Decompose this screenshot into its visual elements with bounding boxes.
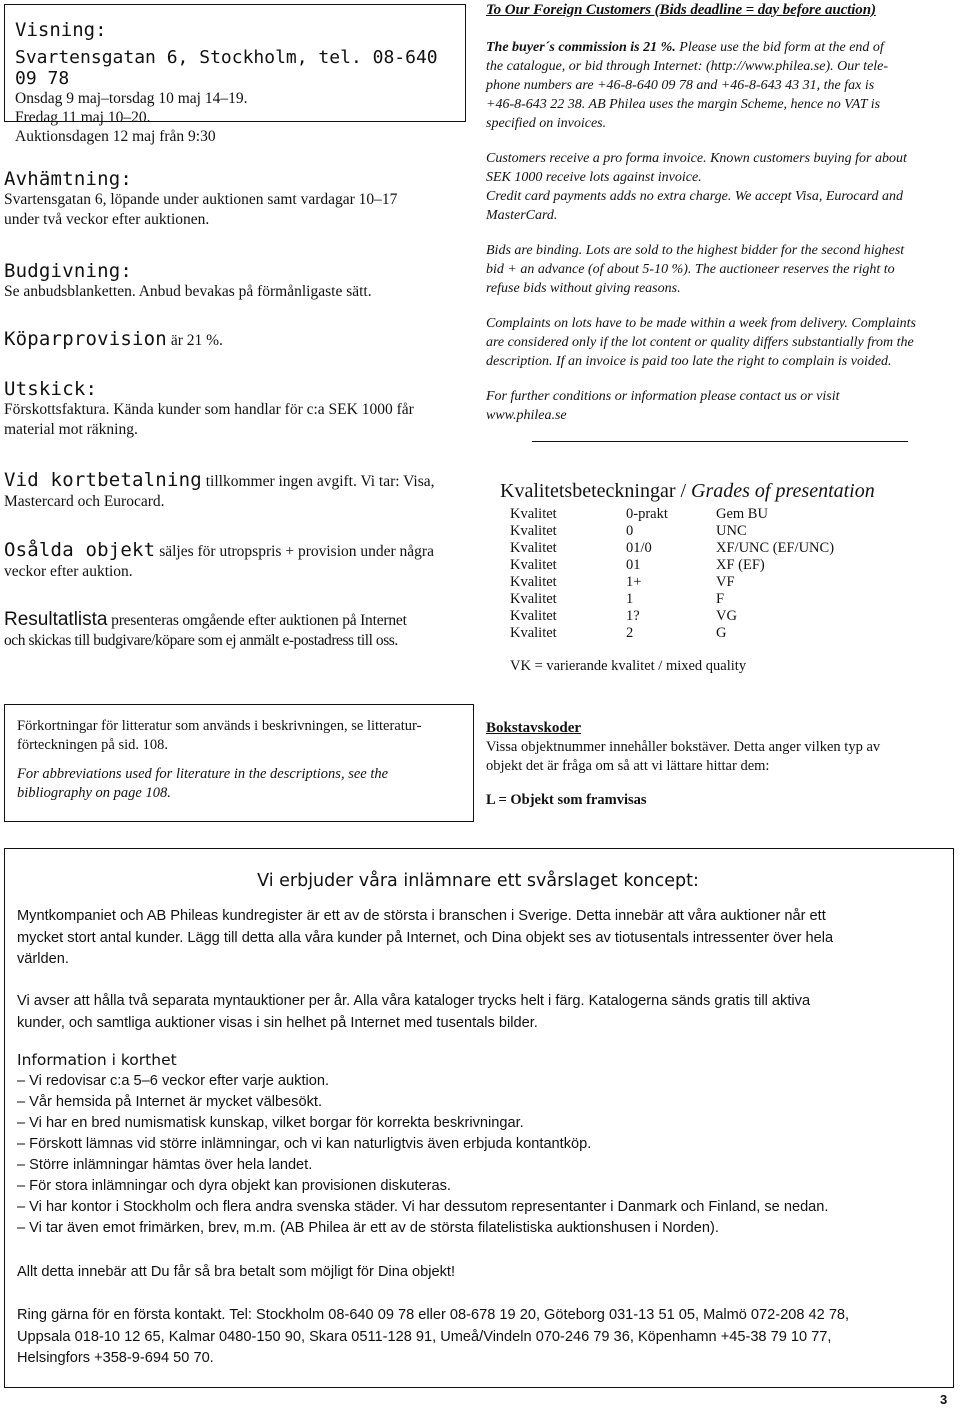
visning-title: Visning: (15, 19, 107, 41)
table-cell: G (716, 625, 727, 641)
grades-title-sw: Kvalitetsbeteckningar / (500, 480, 692, 502)
table-cell: Gem BU (716, 506, 768, 522)
foreign-p2-line: Credit card payments adds no extra charge. We accept Visa, Eurocard and (486, 189, 903, 204)
table-cell: 0-prakt (626, 506, 668, 522)
table-cell: Kvalitet (510, 574, 557, 590)
foreign-p1-line: Please use the bid form at the end of (675, 40, 884, 55)
osalda-title: Osålda objekt (4, 539, 156, 561)
table-cell: Kvalitet (510, 557, 557, 573)
table-cell: Kvalitet (510, 608, 557, 624)
bokstav-code: L = Objekt som framvisas (486, 792, 647, 808)
foreign-customers-section (486, 0, 956, 425)
table-cell: XF/UNC (EF/UNC) (716, 540, 835, 556)
offer-p1-line: världen. (17, 951, 69, 967)
table-cell: 2 (626, 625, 634, 641)
table-cell: 1 (626, 591, 634, 607)
offer-p1-line: Myntkompaniet och AB Phileas kundregister är ett av de största i branschen i Sverige. Detta innebär att våra auktioner når ett (17, 908, 826, 924)
bokstav-title: Bokstavskoder (486, 720, 582, 736)
grades-note: VK = varierande kvalitet / mixed quality (510, 658, 747, 674)
table-row (510, 608, 916, 625)
foreign-p2-line: MasterCard. (486, 208, 558, 223)
info-section (17, 1050, 947, 1239)
table-cell: UNC (716, 523, 747, 539)
foreign-p2-line: SEK 1000 receive lots against invoice. (486, 170, 702, 185)
table-cell: Kvalitet (510, 523, 557, 539)
foreign-p5-line: For further conditions or information please contact us or visit (486, 389, 840, 404)
list-item: – Vår hemsida på Internet är mycket välbesökt. (17, 1094, 322, 1110)
foreign-p2-line: Customers receive a pro forma invoice. Known customers buying for about (486, 151, 907, 166)
table-row (510, 557, 916, 574)
page-number: 3 (940, 1392, 948, 1407)
table-row (510, 591, 916, 608)
kortbetalning-text: tillkommer ingen avgift. Vi tar: Visa, (201, 473, 435, 490)
foreign-p1-line: specified on invoices. (486, 116, 607, 131)
list-item: – Vi har en bred numismatisk kunskap, vilket borgar för korrekta beskrivningar. (17, 1115, 524, 1131)
table-cell: 1+ (626, 574, 642, 590)
visning-line: Onsdag 9 maj–torsdag 10 maj 14–19. (15, 90, 248, 107)
resultatlista-text2: och skickas till budgivare/köpare som ej anmält e-postadress till oss. (4, 632, 398, 649)
visning-line: Auktionsdagen 12 maj från 9:30 (15, 128, 216, 145)
table-row (510, 574, 916, 591)
offer-p2-line: kunder, och samtliga auktioner visas i sin helhet på Internet med tusentals bilder. (17, 1014, 538, 1031)
bokstavskoder-section (486, 718, 956, 810)
divider (532, 441, 908, 442)
foreign-p4-line: Complaints on lots have to be made within a week from delivery. Complaints (486, 316, 916, 331)
kortbetalning-title: Vid kortbetalning (4, 469, 202, 491)
offer-contact-line: Uppsala 018-10 12 65, Kalmar 0480-150 90, Skara 0511-128 91, Umeå/Vindeln 070-246 79 36, Köpenhamn +45-38 79 10 77, (17, 1328, 832, 1345)
foreign-p3-line: Bids are binding. Lots are sold to the highest bidder for the second highest (486, 243, 905, 258)
budgivning-text: Se anbudsblanketten. Anbud bevakas på förmånligaste sätt. (4, 283, 372, 300)
table-cell: 01/0 (626, 540, 652, 556)
offer-box (4, 848, 954, 1388)
table-cell: Kvalitet (510, 591, 557, 607)
table-row (510, 506, 916, 523)
utskick-line: Förskottsfaktura. Kända kunder som handlar för c:a SEK 1000 får (4, 401, 414, 418)
foreign-p1-line: the catalogue, or bid through Internet: (http://www.philea.se). Our tele- (486, 59, 889, 74)
foreign-commission: The buyer´s commission is 21 %. (486, 40, 676, 55)
osalda-section (4, 539, 479, 582)
table-cell: Kvalitet (510, 506, 557, 522)
foreign-p3-line: refuse bids without giving reasons. (486, 281, 681, 296)
abbrev-sw-line: förteckningen på sid. 108. (17, 737, 169, 753)
table-cell: Kvalitet (510, 540, 557, 556)
bokstav-line: Vissa objektnummer innehåller bokstäver. Detta anger vilken typ av (486, 739, 881, 755)
table-cell: F (716, 591, 725, 607)
offer-conclusion: Allt detta innebär att Du får så bra betalt som möjligt för Dina objekt! (17, 1264, 456, 1280)
grades-title-en: Grades of presentation (691, 480, 875, 502)
budgivning-section (4, 260, 474, 302)
list-item: – För stora inlämningar och dyra objekt kan provisionen diskuteras. (17, 1178, 451, 1194)
table-row (510, 540, 916, 557)
offer-title: Vi erbjuder våra inlämnare ett svårslaget koncept: (257, 871, 699, 891)
resultatlista-title: Resultatlista (4, 609, 108, 630)
table-cell: 01 (626, 557, 641, 573)
utskick-section (4, 378, 474, 440)
foreign-heading: To Our Foreign Customers (Bids deadline = day before auction) (486, 2, 876, 18)
visning-line: Fredag 11 maj 10–20. (15, 109, 151, 126)
foreign-p1-line: +46-8-643 22 38. AB Philea uses the margin Scheme, hence no VAT is (486, 97, 881, 112)
kortbetalning-section (4, 469, 479, 512)
foreign-p1-line: phone numbers are +46-8-640 09 78 and +46-8-643 43 31, the fax is (486, 78, 875, 93)
osalda-text2: veckor efter auktion. (4, 563, 133, 580)
table-row (510, 523, 916, 540)
budgivning-title: Budgivning: (4, 260, 133, 282)
list-item: – Förskott lämnas vid större inlämningar, och vi kan naturligtvis även erbjuda kontantköp. (17, 1136, 592, 1152)
table-cell: Kvalitet (510, 625, 557, 641)
info-list (17, 1071, 947, 1239)
table-cell: 0 (626, 523, 634, 539)
resultatlista-text: presenteras omgående efter auktionen på Internet (107, 612, 407, 629)
table-cell: VG (716, 608, 737, 624)
foreign-p4-line: description. If an invoice is paid too late the right to complain is voided. (486, 354, 892, 369)
list-item: – Större inlämningar hämtas över hela landet. (17, 1157, 313, 1173)
avhamtning-title: Avhämtning: (4, 168, 133, 190)
info-title: Information i korthet (17, 1051, 177, 1069)
koparprovision-section (4, 328, 474, 351)
abbrev-en-line: For abbreviations used for literature in the descriptions, see the (17, 766, 389, 782)
grades-table (510, 506, 916, 642)
avhamtning-line: Svartensgatan 6, löpande under auktionen samt vardagar 10–17 (4, 191, 398, 208)
offer-p1 (17, 906, 947, 971)
table-cell: XF (EF) (716, 557, 765, 573)
visning-address: Svartensgatan 6, Stockholm, tel. 08-640 09 78 (15, 47, 438, 89)
list-item: – Vi redovisar c:a 5–6 veckor efter varje auktion. (17, 1073, 330, 1089)
utskick-line: material mot räkning. (4, 421, 138, 438)
kortbetalning-text2: Mastercard och Eurocard. (4, 493, 165, 510)
abbrev-sw-line: Förkortningar för litteratur som används i beskrivningen, se litteratur- (17, 718, 422, 734)
list-item: – Vi har kontor i Stockholm och flera andra svenska städer. Vi har dessutom representanter i Danmark och Finland, se nedan. (17, 1199, 829, 1215)
bokstav-line: objekt det är fråga om så att vi lättare hittar dem: (486, 758, 770, 774)
offer-contact-line: Ring gärna för en första kontakt. Tel: Stockholm 08-640 09 78 eller 08-678 19 20, Göteborg 031-13 51 05, Malmö 072-208 42 78, (17, 1307, 850, 1323)
offer-p2-line: Vi avser att hålla två separata myntauktioner per år. Alla våra kataloger trycks helt i färg. Katalogerna sänds gratis till aktiva (17, 993, 811, 1009)
foreign-p4-line: are considered only if the lot content or quality differs substantially from the (486, 335, 914, 350)
resultatlista-section (4, 609, 480, 651)
visning-box (4, 4, 466, 145)
utskick-title: Utskick: (4, 378, 98, 400)
foreign-p3-line: bid + an advance (of about 5-10 %). The auctioneer reserves the right to (486, 262, 895, 277)
list-item: – Vi tar även emot frimärken, brev, m.m. (AB Philea är ett av de största filatelistiska auktionshusen i Norden). (17, 1220, 719, 1236)
offer-contact (17, 1305, 947, 1370)
avhamtning-line: under två veckor efter auktionen. (4, 211, 210, 228)
offer-p1-line: mycket stort antal kunder. Lägg till detta alla våra kunder på Internet, och Dina objekt ses av tiotusentals intressenter över hela (17, 929, 834, 946)
offer-p2 (17, 991, 947, 1034)
table-cell: VF (716, 574, 735, 590)
avhamtning-section (4, 168, 474, 230)
table-cell: 1? (626, 608, 640, 624)
foreign-p5-line: www.philea.se (486, 408, 567, 423)
koparprovision-text: är 21 %. (166, 332, 223, 349)
offer-contact-line: Helsingfors +358-9-694 50 70. (17, 1350, 214, 1366)
grades-section (500, 478, 956, 675)
table-row (510, 625, 916, 642)
abbrev-en-line: bibliography on page 108. (17, 785, 171, 801)
osalda-text: säljes för utropspris + provision under några (155, 543, 434, 560)
abbreviations-box (4, 704, 474, 822)
koparprovision-title: Köparprovision (4, 328, 167, 350)
